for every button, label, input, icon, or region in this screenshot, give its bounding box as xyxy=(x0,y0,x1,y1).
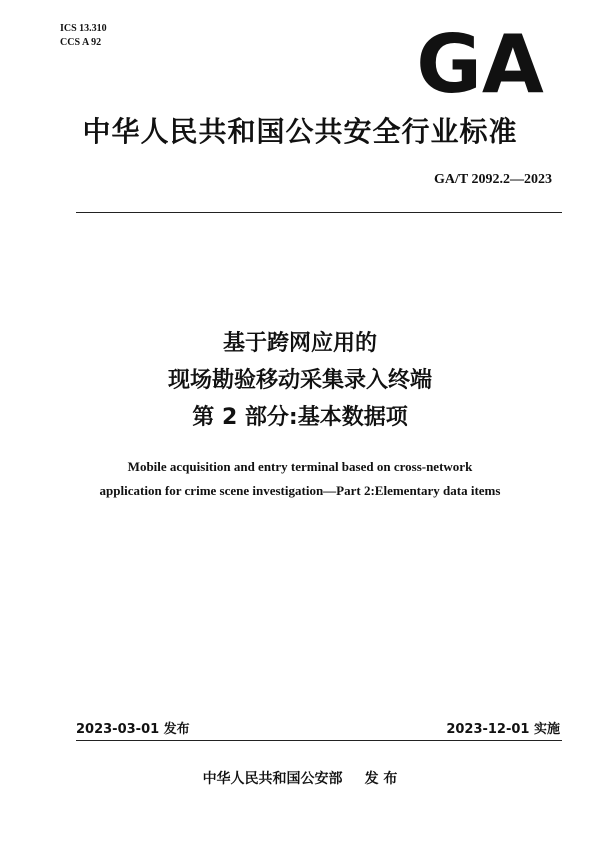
footer-divider xyxy=(76,740,562,741)
ga-logo xyxy=(410,26,550,98)
english-title xyxy=(0,455,600,503)
implementation-date: 2023-12-01 实施 xyxy=(446,722,560,737)
standard-category-title: 中华人民共和国公共安全行业标准 xyxy=(82,115,518,148)
chinese-title-line: 现场勘验移动采集录入终端 xyxy=(167,368,432,393)
standard-number: GA/T 2092.2—2023 xyxy=(434,172,552,187)
ccs-code: CCS A 92 xyxy=(60,37,102,48)
chinese-title-line: 第 2 部分:基本数据项 xyxy=(192,405,408,430)
publisher-name: 中华人民共和国公安部 xyxy=(202,771,343,787)
chinese-title xyxy=(0,325,600,436)
ga-logo-text: GA xyxy=(416,26,544,98)
chinese-title-line: 基于跨网应用的 xyxy=(222,331,377,356)
english-title-line: application for crime scene investigation—Part 2:Elementary data items xyxy=(99,483,501,498)
publisher-line xyxy=(0,768,600,788)
ics-code: ICS 13.310 xyxy=(60,23,107,34)
header-divider xyxy=(76,212,562,213)
publish-action: 发 布 xyxy=(364,771,398,787)
issue-date: 2023-03-01 发布 xyxy=(76,722,190,737)
english-title-line: Mobile acquisition and entry terminal based on cross-network xyxy=(127,459,473,474)
classification-codes xyxy=(60,22,107,50)
